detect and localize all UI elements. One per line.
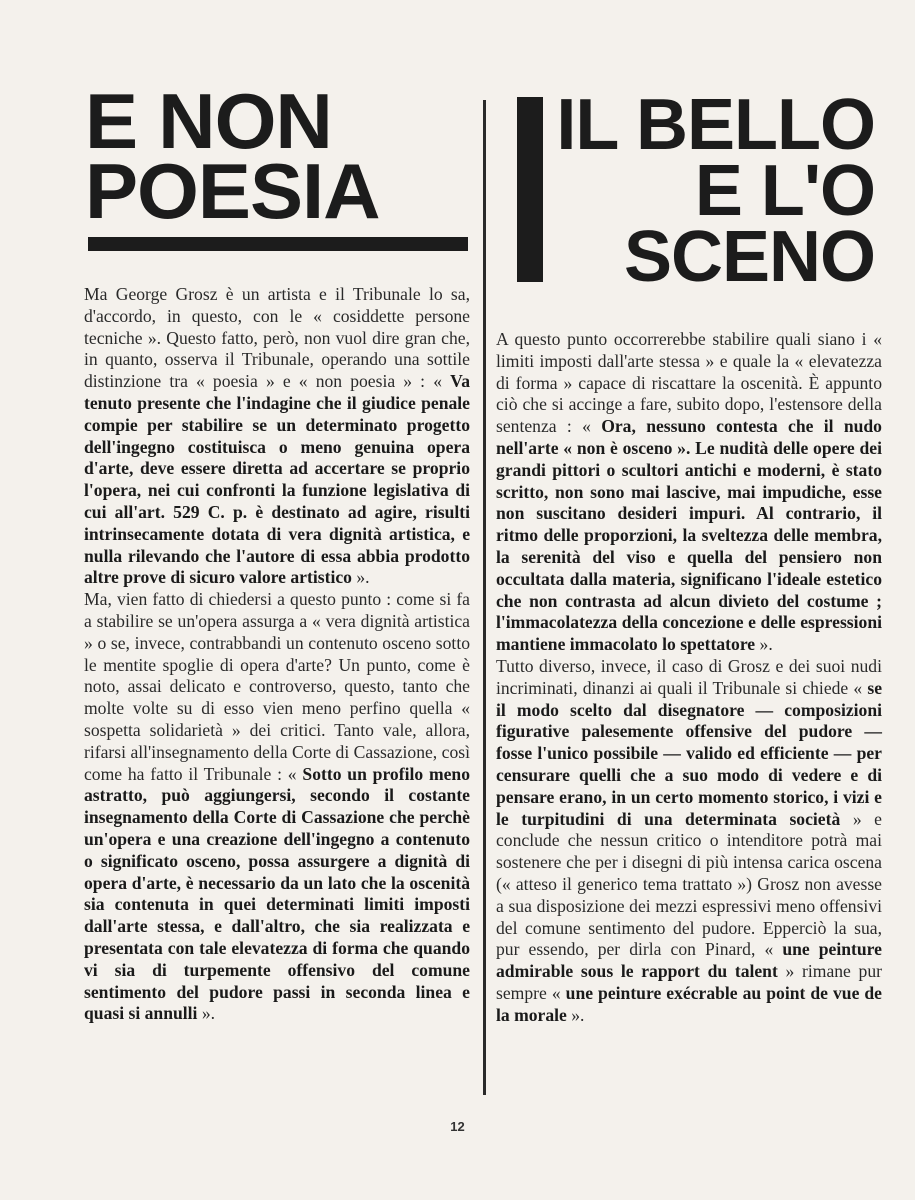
left-headline-line-1: E NON [85, 77, 332, 165]
right-headline [556, 85, 875, 297]
right-headline-line-3: SCENO [623, 217, 875, 297]
right-paragraph-1 [496, 329, 882, 656]
left-paragraph-1 [84, 284, 470, 589]
text-run: ». [197, 1003, 216, 1024]
left-headline [85, 77, 380, 235]
text-run: ». [566, 1004, 585, 1025]
left-paragraph-2 [84, 589, 470, 1025]
bold-quote-run: Sotto un profilo meno astratto, può aggiungersi, secondo il costante insegnamento della Corte di Cassazione che perchè un'opera e una creazione dell'ingegno a contenuto o significato osceno, possa assurgere a dignità di opera d'arte, è necessario da un lato che la oscenità sia contenuta in quei determinati limiti imposti dall'arte stessa, e dall'altro, che sia realizzata e presentata con tale elevatezza di forma che quando vi sia di turpemente offensivo del comune sentimento del pudore passi in seconda linea e quasi si annulli [84, 763, 470, 1024]
page-number: 12 [450, 1119, 465, 1134]
text-run: Ma, vien fatto di chiedersi a questo punto : come si fa a stabilire se un'opera assurga a « vera dignità artistica » o se, invece, contrabbandi un contenuto osceno sotto le mentite spoglie di opera d'arte? Un punto, come è noto, assai delicato e controverso, questo, tanto che molte volte su di esso vien meno perfino quella « sospetta solidarietà » dei critici. Tanto vale, allora, rifarsi all'insegnamento della Corte di Cassazione, così come ha fatto il Tribunale : « [84, 589, 470, 784]
bold-quote-run: se il modo scelto dal disegnatore — composizioni figurative palesemente offensive del pudore — fosse l'unico possibile — valido ed efficiente — per censurare quelli che a suo modo di vedere e di pensare erano, in un certo momento storico, i vizi e le turpitudini di una determinata società [496, 677, 882, 829]
right-headline-line-1: IL BELLO [556, 85, 875, 165]
large-i-bar [517, 97, 543, 282]
bold-quote-run: Va tenuto presente che l'indagine che il giudice penale compie per stabilire se un determinato progetto dell'ingegno costituisca o meno genuina opera d'arte, deve essere diretta ad accertare se proprio l'opera, nei cui confronti la funzione legislativa di cui all'art. 529 C. p. è destinato ad agire, risulti intrinsecamente dotata di vera dignità artistica, e nulla rilevando che l'autore di essa abbia prodotto altre prove di sicuro valore artistico [84, 371, 470, 588]
text-run: ». [755, 634, 773, 655]
left-article-column [84, 284, 470, 1025]
right-paragraph-2 [496, 656, 882, 1027]
right-headline-line-2: E L'O [694, 151, 875, 231]
bold-quote-run: une peinture exécrable au point de vue de la morale [496, 982, 882, 1025]
text-run: Ma George Grosz è un artista e il Tribunale lo sa, d'accordo, in questo, con le « cosiddette persone tecniche ». Questo fatto, però, non vuol dire gran che, in quanto, osserva il Tribunale, operando una sottile distinzione tra « poesia » e « non poesia » : « [84, 284, 470, 392]
text-run: A questo punto occorrerebbe stabilire quali siano i « limiti imposti dall'arte stessa » e quale la « elevatezza di forma » capace di riscattare la oscenità. È appunto ciò che si accinge a fare, subito dopo, l'estensore della sentenza : « [496, 329, 882, 437]
bold-quote-run: Ora, nessuno contesta che il nudo nell'arte « non è osceno ». Le nudità delle opere dei grandi pittori o scultori antichi e moderni, è stato scritto, non sono mai lascive, mai impudiche, esse non suscitano desideri impuri. Al contrario, il ritmo delle proporzioni, la sveltezza delle membra, la serenità del viso e quella del pensiero non occultata dalla materia, significano l'ideale estetico che non contrasta ad alcun divieto del costume ; l'immacolatezza della concezione e delle espressioni mantiene immacolato lo spettatore [496, 416, 882, 655]
left-headline-line-2: POESIA [85, 147, 380, 235]
text-run: » rimane pur sempre « [496, 961, 883, 1003]
right-article-column [496, 329, 882, 1027]
text-run: Tutto diverso, invece, il caso di Grosz e dei suoi nudi incriminati, dinanzi ai quali il Tribunale si chiede « [496, 655, 882, 698]
bold-quote-run: une peinture admirable sous le rapport du talent [496, 939, 882, 982]
headline-underline-rule [88, 237, 468, 251]
column-divider [483, 100, 486, 1095]
text-run: » e conclude che nessun critico o intenditore potrà mai sostenere che per i disegni di più intensa carica oscena (« atteso il generico tema trattato ») Grosz non avesse a sua disposizione dei mezzi espressivi meno offensivi del comune sentimento del pudore. Epperciò la sua, pur essendo, per dirla con Pinard, « [496, 808, 882, 960]
text-run: ». [351, 567, 370, 588]
